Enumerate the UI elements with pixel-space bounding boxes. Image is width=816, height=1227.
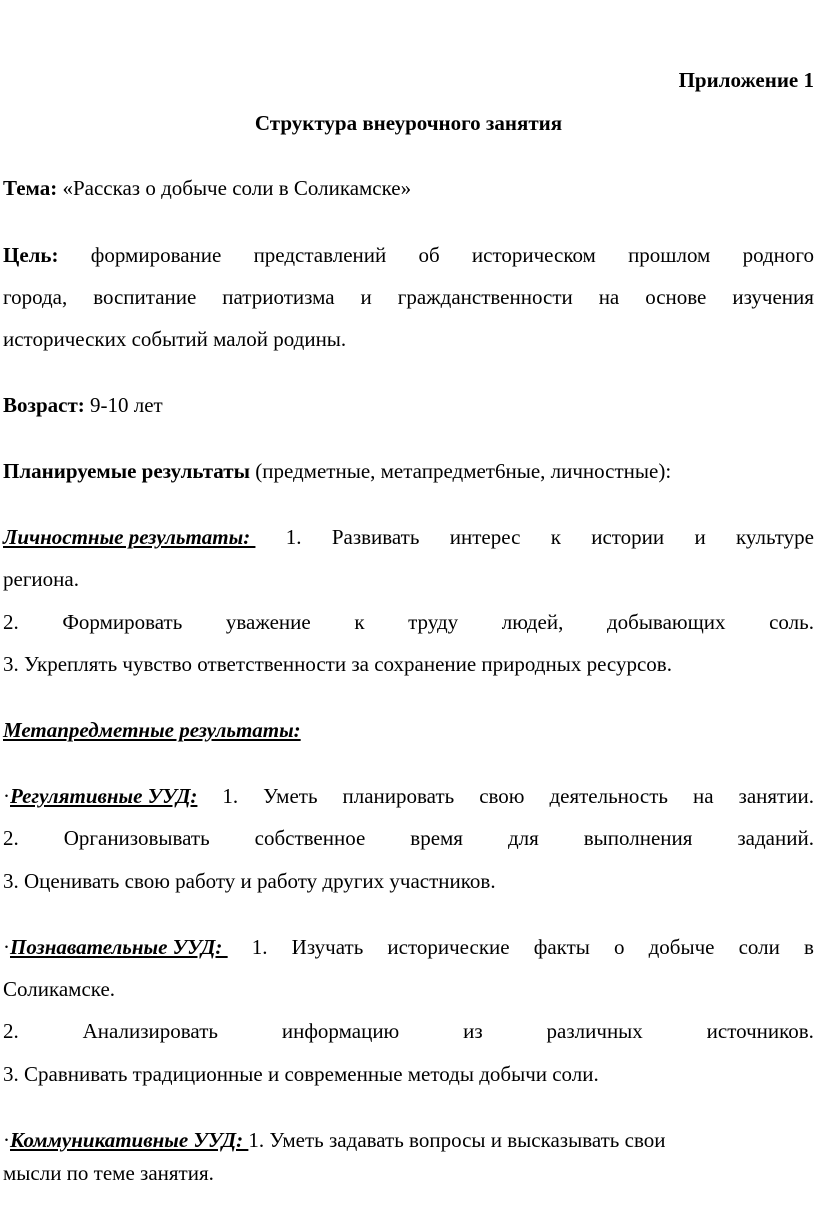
word: свою [479,784,525,808]
age-line [3,392,814,418]
word: для [507,826,539,850]
personal-line-1 [3,524,814,550]
cognitive-label: ·Познавательные УУД: [3,935,228,959]
word: 2. [3,826,19,850]
regulative-line-2 [3,825,814,851]
word: патриотизма [222,285,335,309]
word: Изучать [291,935,364,959]
regulative-label: ·Регулятивные УУД: [3,784,198,808]
word: Уметь [263,784,318,808]
word: факты [533,935,590,959]
topic-label: Тема: [3,176,58,200]
word: гражданственности [397,285,573,309]
word: выполнения [583,826,693,850]
age-label: Возраст: [3,393,85,417]
bullet-icon: · [3,935,10,959]
word: исторические [387,935,510,959]
communicative-line-2: мысли по теме занятия. [3,1161,214,1185]
word: истории [591,525,665,549]
word: Организовывать [63,826,210,850]
personal-line-4: 3. Укреплять чувство ответственности за сохранение природных ресурсов. [3,652,672,676]
planned-results-line [3,458,814,484]
regulative-line-3: 3. Оценивать свою работу и работу других участников. [3,869,496,893]
word: города, [3,285,68,309]
word: родного [742,243,814,267]
word: 2. [3,1019,19,1043]
word: прошлом [628,243,711,267]
goal-line-2 [3,284,814,310]
word: к [354,610,365,634]
word: собственное [254,826,366,850]
word: изучения [732,285,814,309]
cognitive-line-1 [3,934,814,960]
word: Развивать [331,525,420,549]
personal-line-2: региона. [3,567,79,591]
word: соль. [769,610,814,634]
word: информацию [281,1019,400,1043]
word: и [360,285,372,309]
word: занятии. [738,784,814,808]
word: об [418,243,440,267]
document-title: Структура внеурочного занятия [254,111,563,135]
topic-line [3,175,814,201]
word: из [463,1019,483,1043]
word: формирование [90,243,222,267]
word: и [694,525,706,549]
word: 2. [3,610,19,634]
meta-results-heading: Метапредметные результаты: [3,718,301,742]
cognitive-line-2: Соликамске. [3,977,116,1001]
appendix-label: Приложение 1 [678,68,814,92]
personal-line-3 [3,609,814,635]
goal-line-3: исторических событий малой родины. [3,327,347,351]
regulative-line-1 [3,783,814,809]
word: на [693,784,714,808]
personal-results-label: Личностные результаты: [3,525,256,549]
communicative-label: ·Коммуникативные УУД: [3,1128,249,1152]
word: планировать [342,784,455,808]
word: уважение [225,610,311,634]
bullet-icon: · [3,1128,10,1152]
word: основе [645,285,707,309]
cognitive-line-4: 3. Сравнивать традиционные и современные методы добычи соли. [3,1062,599,1086]
word: заданий. [737,826,814,850]
bullet-icon: · [3,784,10,808]
word: людей, [501,610,564,634]
word: о [613,935,625,959]
word: 1. [285,525,302,549]
word: историческом [471,243,596,267]
word: в [804,935,814,959]
word: источников. [706,1019,814,1043]
goal-label: Цель: [3,243,59,267]
word: различных [546,1019,643,1043]
word: 1. [251,935,268,959]
word: 1. [222,784,239,808]
planned-results-value: (предметные, метапредмет6ные, личностные): [255,459,672,483]
word: воспитание [93,285,197,309]
word: культуре [736,525,814,549]
word: представлений [253,243,387,267]
word: к [550,525,561,549]
cognitive-line-3 [3,1018,814,1044]
word: Формировать [62,610,183,634]
word: добывающих [606,610,726,634]
word: интерес [449,525,521,549]
age-value: 9-10 лет [90,393,163,417]
word: на [598,285,620,309]
word: время [410,826,463,850]
planned-results-label: Планируемые результаты [3,459,250,483]
word: соли [738,935,780,959]
word: добыче [648,935,715,959]
goal-line-1 [3,242,814,268]
word: Анализировать [82,1019,218,1043]
communicative-line-1: ·Коммуникативные УУД: 1. Уметь задавать вопросы и высказывать свои [3,1128,666,1152]
word: деятельность [549,784,669,808]
topic-value: «Рассказ о добыче соли в Соликамске» [62,176,412,200]
word: труду [408,610,459,634]
